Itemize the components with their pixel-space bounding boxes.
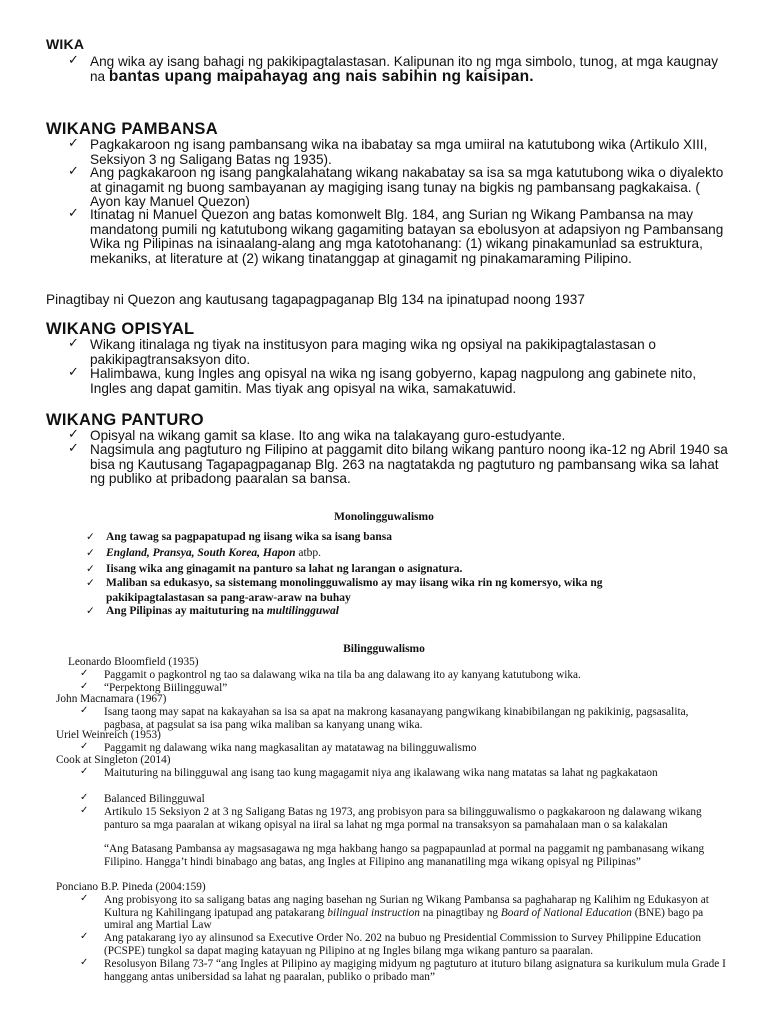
check-icon: ✓ <box>80 893 89 904</box>
list-item <box>80 669 730 682</box>
item-text: Ang wika ay isang bahagi ng pakikipagtalastasan. Kalipunan ito ng mga simbolo, tunog, at mga kaugnay na <box>90 54 718 84</box>
check-icon: ✓ <box>86 577 95 589</box>
note-paragraph: Pinagtibay ni Quezon ang kautusang tagapagpaganap Blg 134 na ipinatupad noong 1937 <box>46 292 585 307</box>
check-icon: ✓ <box>86 605 95 617</box>
section-title-monolingguwalismo: Monolingguwalismo <box>334 511 434 523</box>
heading-wikang-panturo: WIKANG PANTURO <box>46 411 204 429</box>
list-item <box>80 742 730 755</box>
list-item <box>68 138 728 167</box>
item-text: Balanced Bilingguwal <box>104 793 205 805</box>
item-text: Halimbawa, kung Ingles ang opisyal na wika ng isang gobyerno, kapag nagpulong ang gabinete nito, Ingles ang dapat gamitin. Mas tiyak ang opisyal na wika, samakatuwid. <box>90 366 697 396</box>
check-icon: ✓ <box>86 531 95 543</box>
check-icon: ✓ <box>68 53 79 68</box>
check-icon: ✓ <box>86 563 95 575</box>
check-icon: ✓ <box>80 766 89 777</box>
item-emphasis: bantas upang maipahayag ang nais sabihin ng kaisipan. <box>108 67 534 85</box>
list-item <box>80 682 730 695</box>
check-icon: ✓ <box>68 441 79 456</box>
item-text: atbp. <box>295 547 322 559</box>
list-item <box>80 958 730 983</box>
list-item <box>86 604 686 619</box>
item-text: “Perpektong Biilingguwal” <box>104 682 228 694</box>
list-item <box>80 767 730 780</box>
list-item <box>86 530 686 545</box>
list-item <box>80 793 730 806</box>
heading-wikang-pambansa: WIKANG PAMBANSA <box>46 120 218 138</box>
list-item <box>68 367 728 396</box>
check-icon: ✓ <box>68 136 79 151</box>
heading-wikang-opisyal: WIKANG OPISYAL <box>46 320 195 338</box>
item-text: Paggamit ng dalawang wika nang magkasalitan ay matatawag na bilingguwalismo <box>104 742 477 754</box>
author-pineda: Ponciano B.P. Pineda (2004:159) <box>56 881 206 893</box>
item-text: na pinagtibay ng <box>419 906 501 919</box>
check-icon: ✓ <box>80 681 89 692</box>
item-text: Pagkakaroon ng isang pambansang wika na ibabatay sa mga umiiral na katutubong wika (Artikulo XIII, Seksiyon 3 ng Saligang Batas ng 1935). <box>90 137 708 167</box>
list-item <box>68 208 728 266</box>
item-text: Ang patakarang iyo ay alinsunod sa Executive Order No. 202 na bubuo ng Presidential Commission to Survey Philippine Education (PCSPE) tungkol sa dapat maging katayuan ng Pilipino at ng Ingles bilang mga wikang panturo sa paaralan. <box>104 932 702 957</box>
item-text: (BNE) bago pa umiral ang Martial Law <box>104 906 704 932</box>
item-text: Ang pagkakaroon ng isang pangkalahatang wikang nakabatay sa isa sa mga katutubong wika o diyalekto at ginagamit ng buong sambayanan ay magiging isang tunay na bigkis ng pambansang pagkakaisa. ( Ayon kay Manuel Quezon) <box>90 165 724 210</box>
item-text: Ang Pilipinas ay maituturing na <box>106 605 267 617</box>
list-item <box>68 338 728 367</box>
check-icon: ✓ <box>68 427 79 442</box>
list-item <box>86 576 686 606</box>
item-text: Artikulo 15 Seksiyon 2 at 3 ng Saligang Batas ng 1973, ang probisyon para sa bilingguwalismo o pagkakaroon ng dalawang wikang panturo sa mga paaralan at wikang opisyal na iiral sa lahat ng mga pormal na transaksyon sa pamahalaan man o sa kalakalan <box>104 806 702 831</box>
quote-batasang-pambansa: “Ang Batasang Pambansa ay magsasagawa ng mga hakbang hango sa pagpapaunlad at pormal na paggamit ng pambanasang wikang Filipino. Hangga’t hindi binabago ang batas, ang Ingles at Filipino ang mananatiling mga wikang opisyal ng Pilipinas” <box>104 843 705 868</box>
item-italic: Board of National Education <box>500 906 632 919</box>
list-item <box>68 166 728 210</box>
item-text: Maituturing na bilingguwal ang isang tao kung magagamit niya ang ikalawang wika nang matatas sa lahat ng pagkakataon <box>104 767 658 779</box>
check-icon: ✓ <box>80 931 89 942</box>
check-icon: ✓ <box>80 705 89 716</box>
list-item <box>68 443 728 487</box>
item-text: Paggamit o pagkontrol ng tao sa dalawang wika na tila ba ang dalawang ito ay kanyang katutubong wika. <box>104 669 581 681</box>
author-weinreich: Uriel Weinreich (1953) <box>56 729 161 741</box>
list-item <box>80 894 730 932</box>
check-icon: ✓ <box>68 365 79 380</box>
check-icon: ✓ <box>80 741 89 752</box>
list-item <box>80 932 730 957</box>
check-icon: ✓ <box>80 805 89 816</box>
item-text: Isang taong may sapat na kakayahan sa isa sa apat na makrong kasanayang pangwikang kinabibilangan ng pakikinig, pagsasalita, pagbasa, at pagsulat sa isa pang wika maliban sa kanyang unang wika. <box>104 706 689 731</box>
author-bloomfield: Leonardo Bloomfield (1935) <box>68 656 199 668</box>
check-icon: ✓ <box>68 206 79 221</box>
item-italic: bilingual instruction <box>327 906 420 919</box>
heading-wika: WIKA <box>46 36 85 52</box>
list-item <box>86 546 686 561</box>
check-icon: ✓ <box>80 957 89 968</box>
item-text: Nagsimula ang pagtuturo ng Filipino at paggamit dito bilang wikang panturo noong ika-12 ng Abril 1940 sa bisa ng Kautusang Tagapagpaganap Blg. 263 na nagtatakda ng pagtuturo ng pambansang wika sa lahat ng publiko at pribadong paaralan sa bansa. <box>90 442 728 487</box>
check-icon: ✓ <box>80 792 89 803</box>
item-italic: multilingguwal <box>266 605 339 617</box>
list-item <box>68 55 728 84</box>
check-icon: ✓ <box>68 336 79 351</box>
list-item <box>86 562 686 577</box>
item-text: Maliban sa edukasyo, sa sistemang monolingguwalismo ay may iisang wika rin ng komersyo, wika ng pakikipagtalastasan sa pang-araw-araw na buhay <box>106 577 603 604</box>
item-text: Itinatag ni Manuel Quezon ang batas komonwelt Blg. 184, ang Surian ng Wikang Pambansa na may mandatong pumili ng katutubong wikang gagamiting batayan sa ebolusyon at adapsiyon ng Pambansang Wika ng Pilipinas na isinaalang-alang ang mga katotohanang: (1) wikang pinakamunlad sa estruktura, mekaniks, at literature at (2) wikang tinatanggap at ginagamit ng pinakamaraming Pilipino. <box>90 207 724 266</box>
section-title-bilingguwalismo: Bilingguwalismo <box>343 643 425 655</box>
item-italic: England, Pransya, South Korea, Hapon <box>106 547 296 559</box>
check-icon: ✓ <box>80 668 89 679</box>
author-cook-singleton: Cook at Singleton (2014) <box>56 754 171 766</box>
author-macnamara: John Macnamara (1967) <box>56 693 167 705</box>
check-icon: ✓ <box>86 547 95 559</box>
item-text: Wikang itinalaga ng tiyak na institusyon para maging wika ng opsiyal na pakikipagtalastasan o pakikipagtransaksyon dito. <box>90 337 656 367</box>
item-text: Opisyal na wikang gamit sa klase. Ito ang wika na talakayang guro-estudyante. <box>90 428 566 443</box>
item-text: Iisang wika ang ginagamit na panturo sa lahat ng larangan o asignatura. <box>106 563 463 575</box>
item-text: Resolusyon Bilang 73-7 “ang Ingles at Pilipino ay magiging midyum ng pagtuturo at ituturo bilang asignatura sa kurikulum mula Grade I hanggang antas unibersidad sa lahat ng paaralan, publiko o pribado man” <box>104 958 726 983</box>
check-icon: ✓ <box>68 164 79 179</box>
item-text: Ang tawag sa pagpapatupad ng iisang wika sa isang bansa <box>106 531 393 543</box>
item-text: Ang probisyong ito sa saligang batas ang naging basehan ng Surian ng Wikang Pambansa sa paghaharap ng Kalihim ng Edukasyon at Kultura ng Kahilingang ipatupad ang patakarang <box>104 894 709 919</box>
list-item <box>80 806 730 831</box>
list-item <box>80 706 730 731</box>
